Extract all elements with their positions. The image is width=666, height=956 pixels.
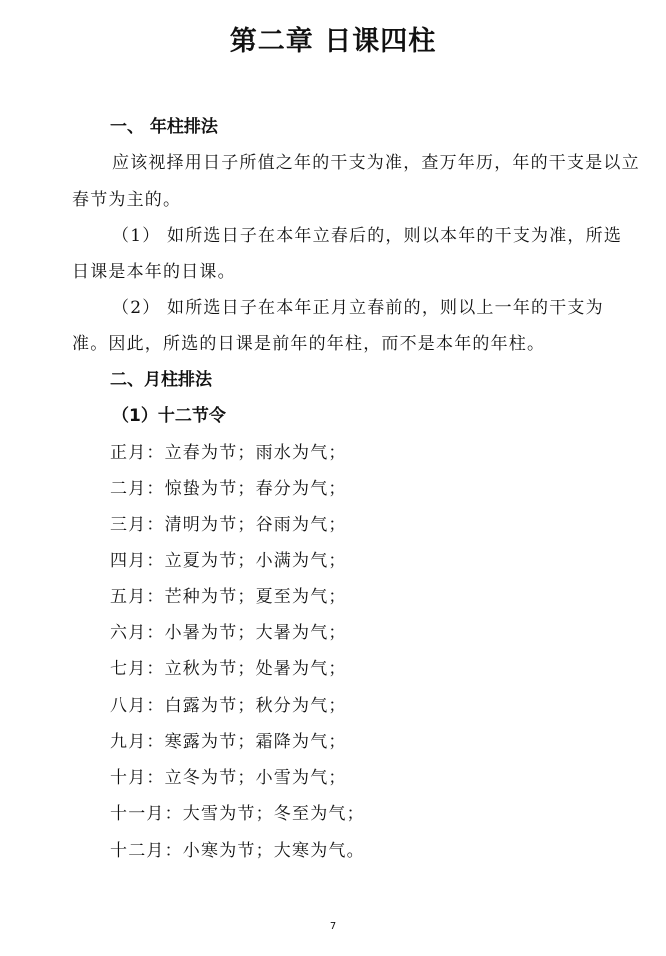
paragraph-line: 春节为主的。 xyxy=(72,190,182,210)
list-item-line: （2） 如所选日子在本年正月立春前的，则以上一年的干支为 xyxy=(112,298,604,318)
month-term-line: 六月：小暑为节；大暑为气； xyxy=(110,623,347,643)
chapter-title: 第二章 日课四柱 xyxy=(229,26,437,57)
paragraph-line: 应该视择用日子所值之年的干支为准，查万年历，年的干支是以立 xyxy=(112,153,640,173)
month-term-line: 十一月：大雪为节；冬至为气； xyxy=(110,804,365,824)
month-term-line: 八月：白露为节；秋分为气； xyxy=(110,696,347,716)
month-term-line: 四月：立夏为节；小满为气； xyxy=(110,551,347,571)
month-term-line: 二月：惊蛰为节；春分为气； xyxy=(110,479,347,499)
month-term-line: 十月：立冬为节；小雪为气； xyxy=(110,768,347,788)
list-item-line: 日课是本年的日课。 xyxy=(72,262,236,282)
month-term-line: 正月：立春为节；雨水为气； xyxy=(110,443,347,463)
month-term-line: 十二月：小寒为节；大寒为气。 xyxy=(110,841,365,861)
page-number: 7 xyxy=(329,921,337,932)
list-item-line: 准。因此，所选的日课是前年的年柱，而不是本年的年柱。 xyxy=(72,334,546,354)
month-term-line: 三月：清明为节；谷雨为气； xyxy=(110,515,347,535)
month-term-line: 七月：立秋为节；处暑为气； xyxy=(110,659,347,679)
month-term-line: 九月：寒露为节；霜降为气； xyxy=(110,732,347,752)
subheading-twelve-solar-terms: （1）十二节令 xyxy=(112,406,226,426)
month-term-line: 五月：芒种为节；夏至为气； xyxy=(110,587,347,607)
list-item-line: （1） 如所选日子在本年立春后的，则以本年的干支为准，所选 xyxy=(112,226,623,246)
section-heading-month-pillar: 二、月柱排法 xyxy=(110,370,212,390)
section-heading-year-pillar: 一、 年柱排法 xyxy=(110,117,218,137)
